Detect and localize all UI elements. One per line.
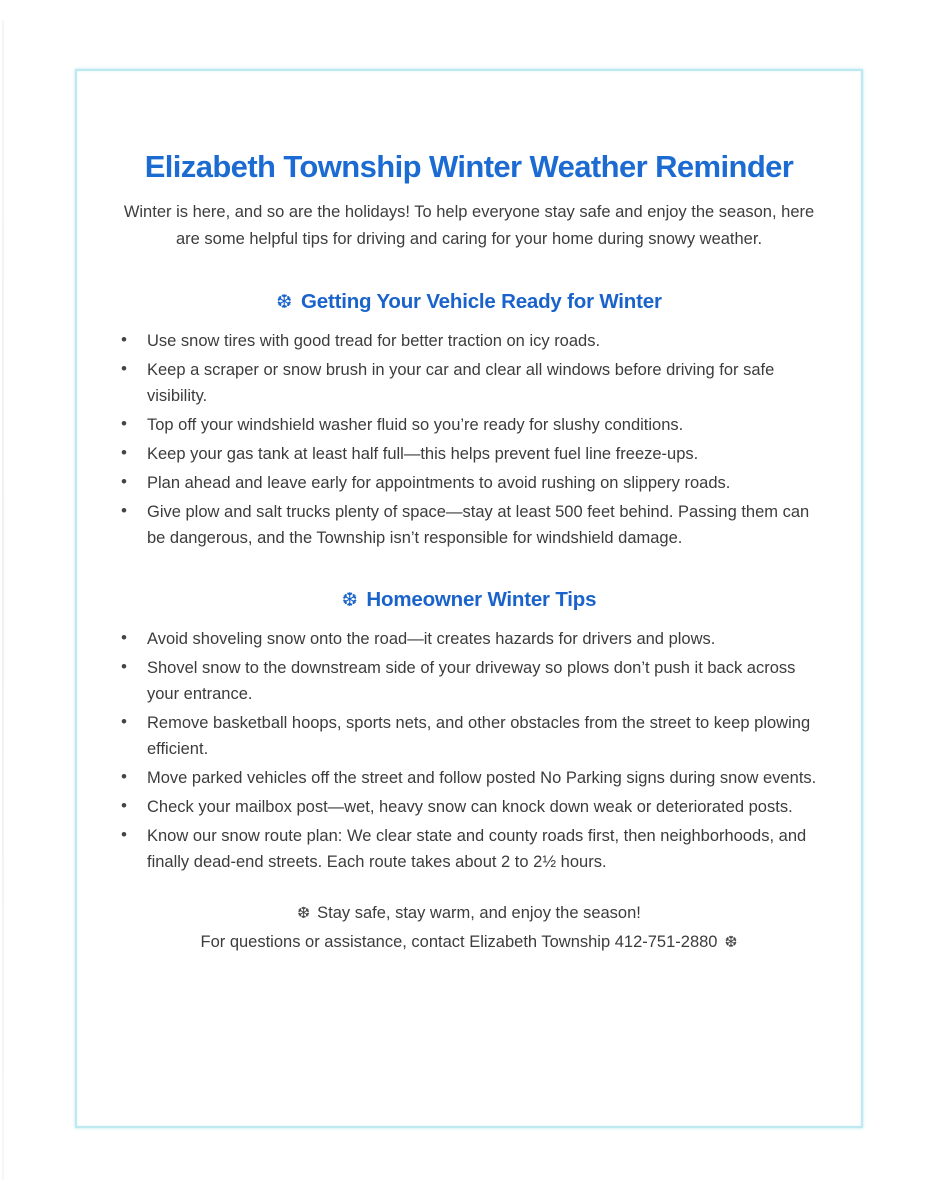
- section-heading-vehicle-label: Getting Your Vehicle Ready for Winter: [301, 290, 662, 313]
- section-heading-homeowner: [77, 588, 861, 613]
- homeowner-tips-list: [77, 626, 861, 875]
- section-heading-homeowner-label: Homeowner Winter Tips: [366, 588, 597, 611]
- list-item: • Check your mailbox post—wet, heavy snow can knock down weak or deteriorated posts.: [120, 794, 825, 820]
- page-border-frame: [75, 69, 863, 1128]
- list-item: • Know our snow route plan: We clear state and county roads first, then neighborhoods, and finally dead-end streets. Each route takes about 2 to 2½ hours.: [120, 823, 825, 875]
- footer-line-1: [77, 899, 861, 928]
- page-title: Elizabeth Township Winter Weather Reminder: [144, 149, 794, 184]
- snowflake-icon: ❆: [276, 292, 292, 313]
- section-heading-vehicle: [77, 290, 861, 315]
- list-item: • Give plow and salt trucks plenty of space—stay at least 500 feet behind. Passing them can be dangerous, and the Township isn’t responsible for windshield damage.: [120, 499, 825, 551]
- list-item: • Use snow tires with good tread for better traction on icy roads.: [120, 328, 825, 354]
- list-item: • Shovel snow to the downstream side of your driveway so plows don’t push it back across your entrance.: [120, 655, 825, 707]
- list-item: • Keep your gas tank at least half full—this helps prevent fuel line freeze-ups.: [120, 441, 825, 467]
- list-item: • Plan ahead and leave early for appointments to avoid rushing on slippery roads.: [120, 470, 825, 496]
- vehicle-tips-list: [77, 328, 861, 551]
- snowflake-icon: ❆: [341, 590, 358, 611]
- list-item: • Avoid shoveling snow onto the road—it creates hazards for drivers and plows.: [120, 626, 825, 652]
- list-item: • Top off your windshield washer fluid so you’re ready for slushy conditions.: [120, 412, 825, 438]
- scan-artifact: [2, 20, 4, 1180]
- snowflake-icon: ❆: [297, 905, 311, 922]
- list-item: • Keep a scraper or snow brush in your car and clear all windows before driving for safe visibility.: [120, 357, 825, 409]
- footer-line-2-text: For questions or assistance, contact Elizabeth Township 412-751-2880: [200, 933, 718, 951]
- footer-line-2: [77, 928, 861, 957]
- list-item: • Remove basketball hoops, sports nets, and other obstacles from the street to keep plowing efficient.: [120, 710, 825, 762]
- snowflake-icon: ❆: [724, 934, 738, 951]
- footer-line-1-text: Stay safe, stay warm, and enjoy the season!: [317, 904, 641, 922]
- list-item: • Move parked vehicles off the street and follow posted No Parking signs during snow events.: [120, 765, 825, 791]
- intro-paragraph: Winter is here, and so are the holidays! To help everyone stay safe and enjoy the season, here are some helpful tips for driving and caring for your home during snowy weather.: [123, 203, 815, 248]
